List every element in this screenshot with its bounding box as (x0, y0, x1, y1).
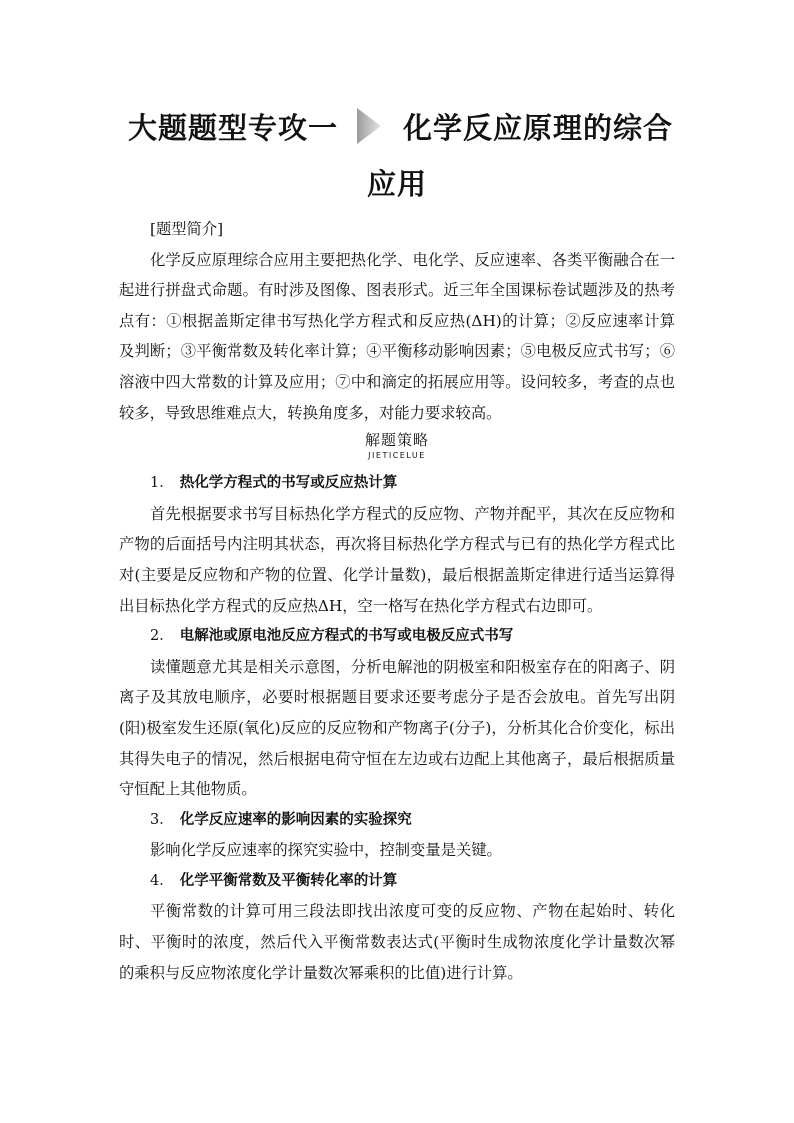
strategy-banner (119, 430, 675, 462)
main-content (119, 214, 675, 988)
section-heading-text: 电解池或原电池反应方程式的书写或电极反应式书写 (179, 628, 514, 645)
title-line-2: 应用 (366, 167, 427, 201)
section-heading-text: 热化学方程式的书写或反应热计算 (179, 475, 398, 492)
section-heading-text: 化学平衡常数及平衡转化率的计算 (179, 872, 398, 889)
section-heading-1 (119, 468, 675, 499)
title-line-1 (128, 104, 688, 152)
section-body-3: 影响化学反应速率的探究实验中，控制变量是关键。 (150, 841, 502, 860)
section-number: 3． (150, 811, 174, 828)
intro-paragraph: 化学反应原理综合应用主要把热化学、电化学、反应速率、各类平衡融合在一起进行拼盘式命题。有时涉及图像、图表形式。近三年全国课标卷试题涉及的热考点有：①根据盖斯定律书写热化学方程式和反应热(ΔH)的计算；②反应速率计算及判断；③平衡常数及转化率计算；④平衡移动影响因素；⑤电极反应式书写；⑥溶液中四大常数的计算及应用；⑦中和滴定的拓展应用等。设问较多，考查的点也较多，导致思维难点大，转换角度多，对能力要求较高。 (119, 250, 675, 422)
section-heading-3 (119, 805, 675, 836)
section-number: 2． (150, 628, 174, 645)
strategy-subtitle: JIETICELUE (368, 451, 426, 461)
title-main-text: 化学反应原理的综合 (403, 111, 674, 145)
triangle-arrow-icon (354, 106, 384, 146)
section-body-1: 首先根据要求书写目标热化学方程式的反应物、产物并配平，其次在反应物和产物的后面括号内注明其状态，再次将目标热化学方程式与已有的热化学方程式比对(主要是反应物和产物的位置、化学计量数)，最后根据盖斯定律进行适当运算得出目标热化学方程式的反应热ΔH，空一格写在热化学方程式右边即可。 (119, 504, 675, 615)
strategy-title: 解题策略 (364, 431, 429, 450)
title-topic-label: 大题题型专攻一 (128, 111, 339, 145)
section-heading-text: 化学反应速率的影响因素的实验探究 (179, 811, 412, 828)
intro-tag: [题型简介] (150, 220, 224, 238)
section-body-2: 读懂题意尤其是相关示意图，分析电解池的阴极室和阳极室存在的阳离子、阴离子及其放电顺序，必要时根据题目要求还要考虑分子是否会放电。首先写出阴(阳)极室发生还原(氧化)反应的反应物和产物离子(分子)，分析其化合价变化，标出其得失电子的情况，然后根据电荷守恒在左边或右边配上其他离子，最后根据质量守恒配上其他物质。 (119, 657, 675, 799)
section-number: 1． (150, 475, 174, 492)
section-heading-2 (119, 621, 675, 652)
section-heading-4 (119, 866, 675, 897)
section-body-4: 平衡常数的计算可用三段法即找出浓度可变的反应物、产物在起始时、转化时、平衡时的浓度，然后代入平衡常数表达式(平衡时生成物浓度化学计量数次幂的乘积与反应物浓度化学计量数次幂乘积的比值)进行计算。 (119, 902, 675, 982)
section-number: 4． (150, 872, 174, 889)
